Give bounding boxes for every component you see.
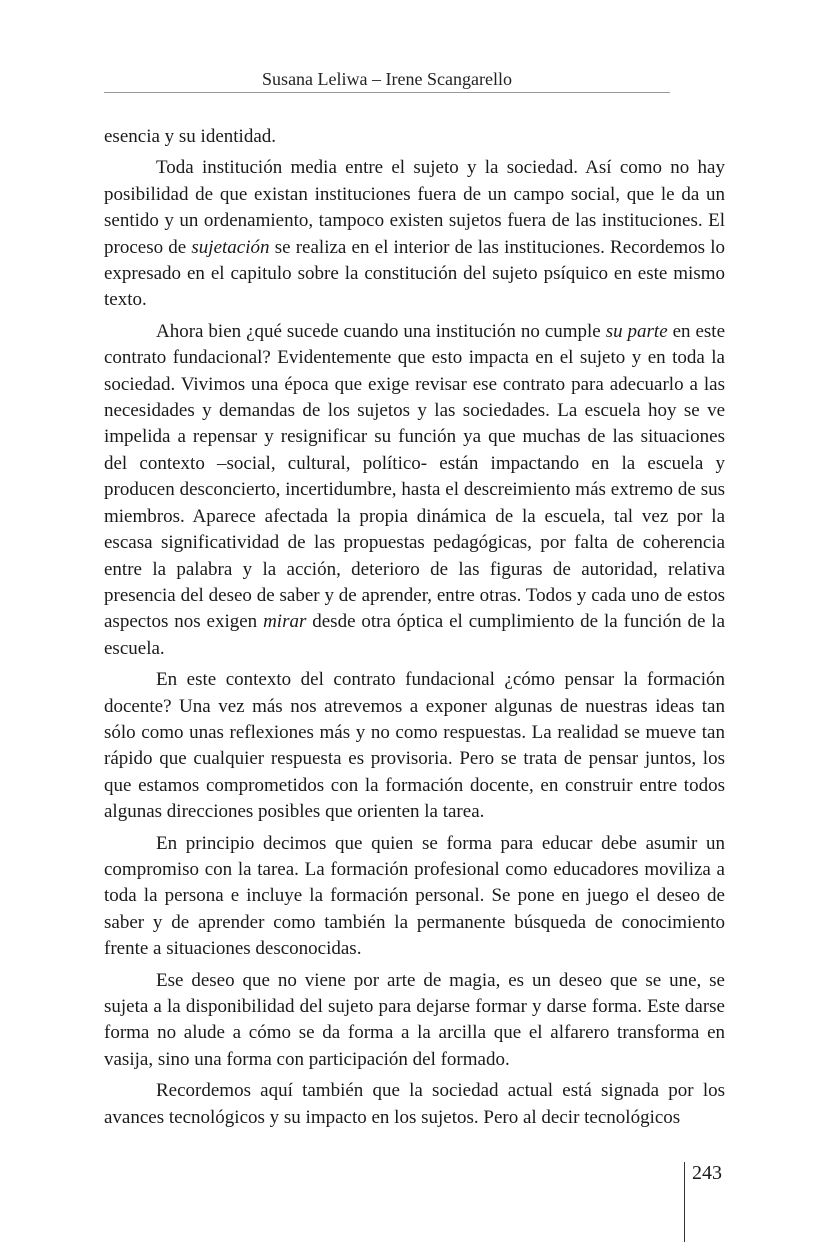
paragraph-text: Recordemos aquí también que la sociedad actual está signada por los avances tecnológicos y su impacto en los sujetos. Pero al decir tecnológicos <box>104 1080 725 1128</box>
paragraph-contrato <box>104 319 725 662</box>
paragraph-tecnologia <box>104 1078 725 1131</box>
paragraph-institucion <box>104 155 725 313</box>
page-number: 243 <box>692 1162 722 1184</box>
emphasis-sujetacion: sujetación <box>191 236 270 258</box>
paragraph-text: esencia y su identidad. <box>104 126 277 147</box>
paragraph-continuation <box>104 124 725 150</box>
paragraph-text: en este contrato fundacional? Evidentemente que esto impacta en el sujeto y en toda la sociedad. Vivimos una época que exige revisar ese contrato para adecuarlo a las necesidades y demandas de los sujetos y las sociedades. La escuela hoy se ve impelida a repensar y resignificar su función ya que muchas de las situaciones del contexto –social, cultural, político- están impactando en la escuela y producen desconcierto, incertidumbre, hasta el descreimiento más extremo de sus miembros. Aparece afectada la propia dinámica de la escuela, tal vez por la escasa significatividad de las propuestas pedagógicas, por falta de coherencia entre la palabra y la acción, deterioro de las figuras de autoridad, relativa presencia del deseo de saber y de aprender, entre otras. Todos y cada uno de estos aspectos nos exigen <box>104 320 725 633</box>
body-text <box>104 124 725 1131</box>
paragraph-text: se realiza en el interior de las instituciones. Recordemos lo expresado en el capitulo sobre la constitución del sujeto psíquico en este mismo texto. <box>104 236 725 311</box>
paragraph-deseo <box>104 968 725 1074</box>
paragraph-formacion-docente <box>104 667 725 825</box>
paragraph-text: Toda institución media entre el sujeto y la sociedad. Así como no hay posibilidad de que existan instituciones fuera de un campo social, que le da un sentido y un ordenamiento, tampoco existen sujetos fuera de las instituciones. El proceso de <box>104 157 725 258</box>
paragraph-text: En principio decimos que quien se forma para educar debe asumir un compromiso con la tarea. La formación profesional como educadores moviliza a toda la persona e incluye la formación personal. Se pone en juego el deseo de saber y de aprender como también la permanente búsqueda de conocimiento frente a situaciones desconocidas. <box>104 832 725 960</box>
running-header: Susana Leliwa – Irene Scangarello <box>104 68 670 93</box>
paragraph-text: Ese deseo que no viene por arte de magia, es un deseo que se une, se sujeta a la disponibilidad del sujeto para dejarse formar y darse forma. Este darse forma no alude a cómo se da forma a la arcilla que el alfarero transforma en vasija, sino una forma con participación del formado. <box>104 969 725 1070</box>
paragraph-compromiso <box>104 831 725 963</box>
paragraph-text: Ahora bien ¿qué sucede cuando una institución no cumple <box>156 320 606 342</box>
emphasis-mirar: mirar <box>263 611 307 633</box>
paragraph-text: En este contexto del contrato fundacional ¿cómo pensar la formación docente? Una vez más nos atrevemos a exponer algunas de nuestras ideas tan sólo como unas reflexiones más y no como respuestas. La realidad se mueve tan rápido que cualquier respuesta es provisoria. Pero se trata de pensar juntos, los que estamos comprometidos con la formación docente, en construir entre todos algunas direcciones posibles que orienten la tarea. <box>104 669 725 823</box>
page-number-rule <box>684 1162 685 1242</box>
emphasis-su-parte: su parte <box>605 320 668 342</box>
paragraph-text: desde otra óptica el cumplimiento de la función de la escuela. <box>104 611 725 659</box>
